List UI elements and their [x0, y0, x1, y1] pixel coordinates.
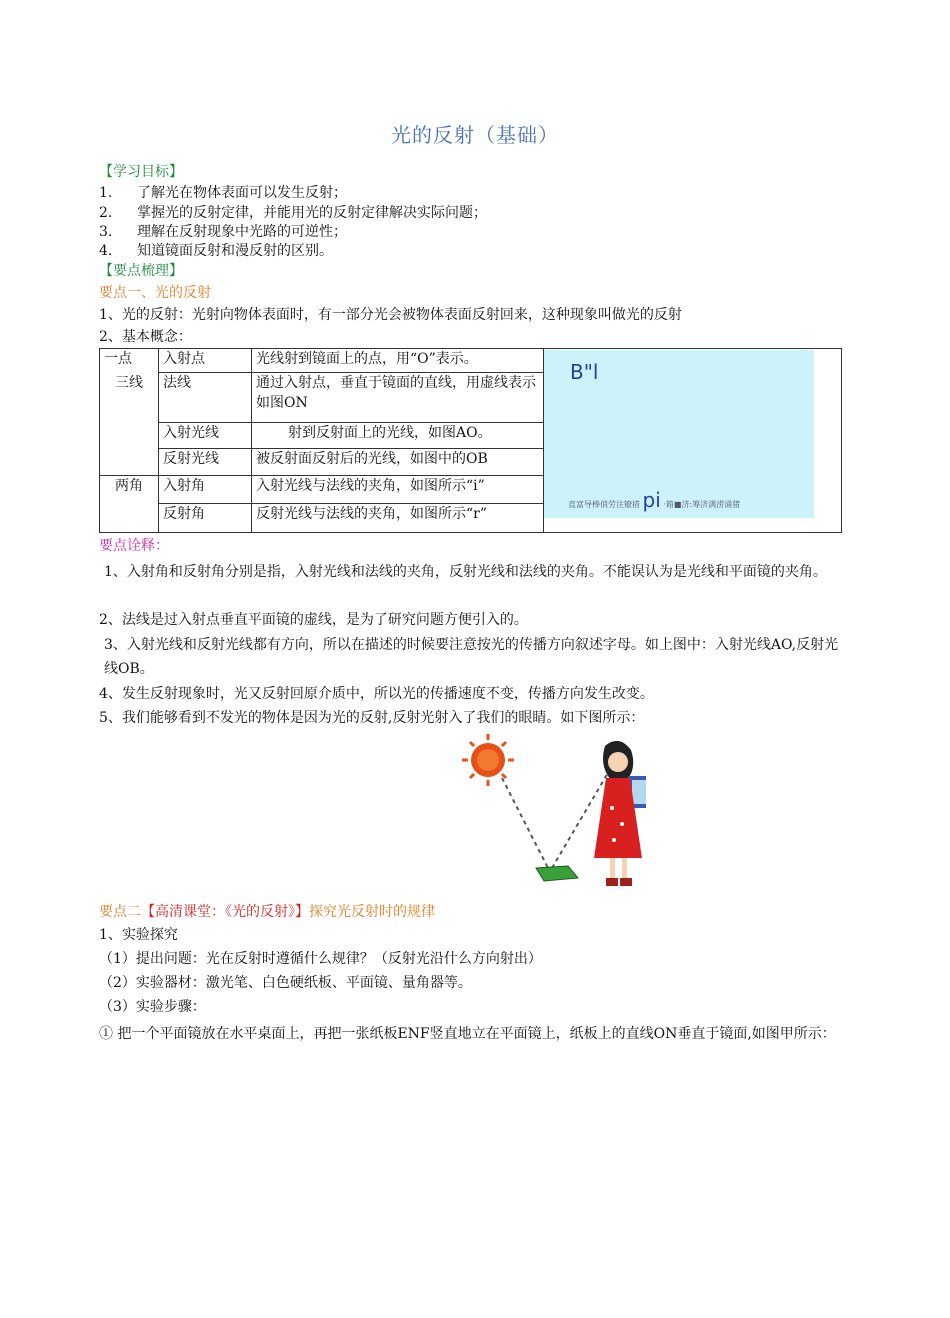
- book-icon: [536, 866, 578, 881]
- table-row-group: 两角: [100, 476, 159, 533]
- goal-text: 掌握光的反射定律，并能用光的反射定律解决实际问题；: [137, 205, 487, 221]
- goal-number: 4.: [99, 243, 113, 259]
- explain-item: 4、发生反射现象时，光又反射回原介质中，所以光的传播速度不变，传播方向发生改变。: [99, 686, 654, 702]
- table-term: 入射光线: [159, 423, 252, 449]
- diagram-caption: [568, 488, 740, 512]
- goal-text: 了解光在物体表面可以发生反射；: [137, 185, 347, 201]
- table-term: 法线: [159, 373, 252, 423]
- goal-item: [99, 203, 849, 224]
- explain-item: 5、我们能够看到不发光的物体是因为光的反射,反射光射入了我们的眼睛。如下图所示：: [99, 710, 645, 726]
- table-desc: 通过入射点，垂直于镜面的直线，用虚线表示如图ON: [252, 373, 544, 423]
- diagram-label-pi: pi: [642, 488, 661, 512]
- explain-item: 3、入射光线和反射光线都有方向，所以在描述的时候要注意按光的传播方向叙述字母。如上图中：入射光线AO,反射光线OB。: [104, 637, 839, 677]
- goal-item: [99, 183, 849, 204]
- experiment-line: （3）实验步骤：: [99, 999, 206, 1015]
- point1-title: 要点一、光的反射: [99, 285, 211, 301]
- table-term: 入射点: [159, 349, 252, 373]
- explain-title: 要点诠释：: [99, 538, 169, 554]
- girl-figure: [594, 741, 646, 886]
- table-desc: 射到反射面上的光线，如图AO。: [252, 423, 544, 449]
- goals-header: 【学习目标】: [99, 164, 183, 180]
- explain-item: 1、入射角和反射角分别是指，入射光线和法线的夹角，反射光线和法线的夹角。不能误认为是光线和平面镜的夹角。: [104, 564, 827, 580]
- experiment-line: （1）提出问题：光在反射时遵循什么规律？（反射光沿什么方向射出）: [99, 951, 542, 967]
- table-desc: 光线射到镜面上的点，用“O”表示。: [252, 349, 544, 373]
- table-term: 反射光线: [159, 449, 252, 476]
- point2-title: [99, 902, 849, 923]
- goal-number: 2.: [99, 205, 113, 221]
- goal-item: [99, 222, 849, 243]
- table-term: 反射角: [159, 504, 252, 533]
- point2-suffix: 探究光反射时的规律: [309, 904, 435, 920]
- explain-item: 2、法线是过入射点垂直平面镜的虚线，是为了研究问题方便引入的。: [99, 612, 528, 628]
- table-desc: 入射光线与法线的夹角，如图所示“i”: [252, 476, 544, 504]
- point2-prefix: 要点二: [99, 904, 141, 920]
- points-header: 【要点梳理】: [99, 263, 183, 279]
- sun-icon: [462, 734, 514, 786]
- experiment-line: 1、实验探究: [99, 927, 178, 943]
- table-row-group: 三线: [100, 373, 159, 476]
- goal-text: 理解在反射现象中光路的可逆性；: [137, 224, 347, 240]
- goal-number: 3.: [99, 224, 113, 240]
- point2-link[interactable]: 【高清课堂：《光的反射》】: [141, 904, 309, 920]
- reflection-diagram: [544, 350, 814, 518]
- goal-item: [99, 241, 849, 262]
- goal-text: 知道镜面反射和漫反射的区别。: [137, 243, 333, 259]
- diagram-caption-text: 直富导棒俏劳注镣措: [568, 500, 640, 509]
- point1-concepts-label: 2、基本概念：: [99, 329, 192, 345]
- point1-definition: 1、光的反射：光射向物体表面时，有一部分光会被物体表面反射回来，这种现象叫做光的反射: [99, 307, 682, 323]
- experiment-step: ① 把一个平面镜放在水平桌面上，再把一张纸板ENF竖直地立在平面镜上，纸板上的直线ON垂直于镜面,如图甲所示：: [99, 1026, 836, 1042]
- table-row-group: 一点: [100, 349, 159, 373]
- experiment-line: （2）实验器材：激光笔、白色硬纸板、平面镜、量角器等。: [99, 975, 472, 991]
- diagram-label-b: B"l: [570, 360, 599, 384]
- diagram-caption-text-2: ·箱■济:筹济满涝涌猪: [663, 500, 741, 509]
- goal-number: 1.: [99, 185, 113, 201]
- table-term: 入射角: [159, 476, 252, 504]
- page-title: 光的反射（基础）: [391, 123, 559, 147]
- table-desc: 被反射面反射后的光线，如图中的OB: [252, 449, 544, 476]
- table-desc: 反射光线与法线的夹角，如图所示“r”: [252, 504, 544, 533]
- sun-book-girl-illustration: [460, 728, 660, 898]
